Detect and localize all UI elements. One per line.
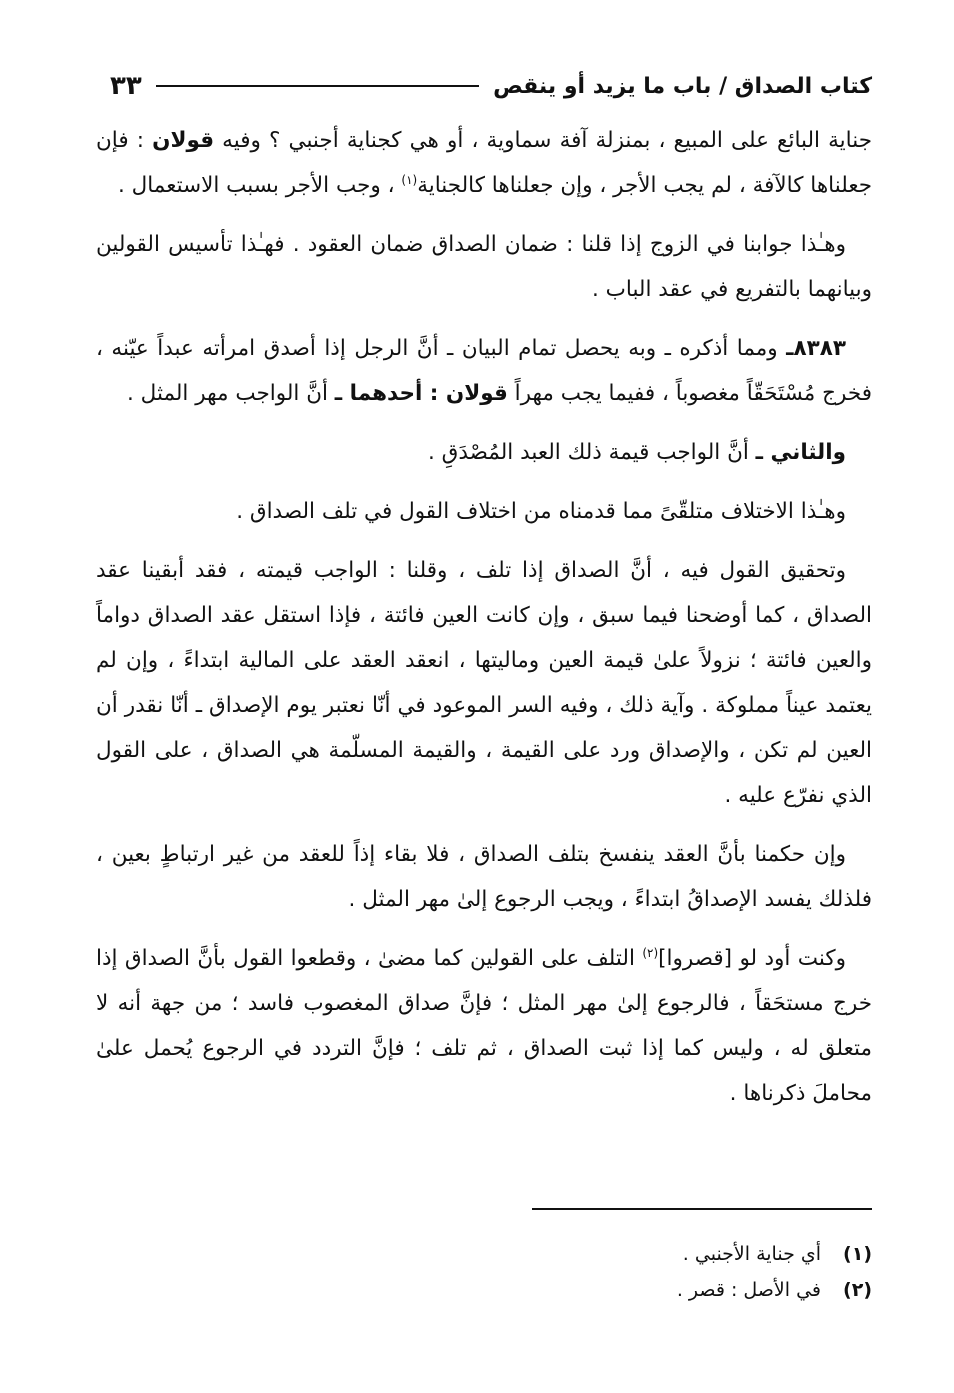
paragraph-8: [96, 936, 872, 1116]
paragraph-3-bold: قولان : أحدهما ـ: [334, 381, 508, 406]
paragraph-4: [96, 430, 872, 475]
paragraph-1-bold: قولان: [152, 128, 215, 153]
body-text: [96, 118, 872, 1130]
paragraph-3-text-b: أنَّ الواجب مهر المثل .: [127, 381, 335, 406]
page-number: ٣٣: [110, 71, 142, 101]
paragraph-1-text-c: ، وجب الأجر بسبب الاستعمال .: [117, 173, 402, 198]
paragraph-5: وهـٰذا الاختلاف متلقّىً مما قدمناه من اختلاف القول في تلف الصداق .: [236, 499, 846, 524]
paragraph-1-text-b: : فإن جعلناها كالآفة ، لم يجب الأجر ، وإن جعلناها كالجناية: [96, 128, 872, 198]
paragraph-4-bold: والثاني ـ: [755, 440, 846, 465]
footnote-ref-1: (١): [401, 172, 418, 187]
footnote-ref-2: (٢): [642, 945, 659, 960]
issue-number: ٨٣٨٣ـ: [786, 336, 846, 361]
page-header: [110, 66, 872, 106]
footnote-rule: [532, 1208, 872, 1210]
paragraph-3: [96, 326, 872, 416]
footnote-text: في الأصل : قصر .: [676, 1279, 822, 1301]
paragraph-6: وتحقيق القول فيه ، أنَّ الصداق إذا تلف ، وقلنا : الواجب قيمته ، فقد أبقينا عقد الصداق ، كما أوضحنا فيما سبق ، وإن كانت العين فائتة ، فإذا استقل عقد الصداق دواماً والعين فائتة ؛ نزولاً علىٰ قيمة العين وماليتها ، انعقد العقد على المالية ابتداءً ، وإن لم يعتمد عيناً مملوكة . وآية ذلك ، وفيه السر الموعود في أنّا نعتبر يوم الإصداق ـ أنّا نقدر أن العين لم تكن ، والإصداق ورد على القيمة ، والقيمة المسلّمة هي الصداق ، على القول الذي نفرّع عليه .: [96, 558, 872, 808]
footnotes: [300, 1236, 872, 1308]
paragraph-1: [96, 118, 872, 208]
paragraph-7: وإن حكمنا بأنَّ العقد ينفسخ بتلف الصداق ، فلا بقاء إذاً للعقد من غير ارتباطٍ بعين ، فلذلك يفسد الإصداقُ ابتداءً ، ويجب الرجوع إلىٰ مهر المثل .: [96, 842, 872, 912]
header-rule: [156, 85, 479, 87]
footnote-2: [300, 1272, 872, 1308]
running-title: كتاب الصداق / باب ما يزيد أو ينقص: [493, 73, 872, 99]
footnote-1: [300, 1236, 872, 1272]
paragraph-4-text: أنَّ الواجب قيمة ذلك العبد المُصْدَقِ .: [428, 440, 756, 465]
footnote-number: (٢): [843, 1279, 872, 1301]
paragraph-8-text-a: وكنت أود لو [قصروا]: [658, 946, 846, 971]
footnote-number: (١): [843, 1243, 872, 1265]
paragraph-3-text-a: ومما أذكره ـ وبه يحصل تمام البيان ـ أنَّ الرجل إذا أصدق امرأته عبداً عيّنه ، فخرج مُسْتَحَقّاً مغصوباً ، ففيما يجب مهراً: [96, 336, 872, 406]
paragraph-8-text-b: التلف على القولين كما مضىٰ ، وقطعوا القول بأنَّ الصداق إذا خرج مستحَقاً ، فالرجوع إلىٰ مهر المثل ؛ فإنَّ صداق المغصوب فاسد ؛ من جهة أنه لا متعلق له ، وليس كما إذا ثبت الصداق ، ثم تلف ؛ فإنَّ التردد في الرجوع يُحمل علىٰ محاملَ ذكرناها .: [96, 946, 872, 1106]
paragraph-1-text-a: جناية البائع على المبيع ، بمنزلة آفة سماوية ، أو هي كجناية أجنبي ؟ وفيه: [214, 128, 872, 153]
paragraph-2: وهـٰذا جوابنا في الزوج إذا قلنا : ضمان الصداق ضمان العقود . فهـٰذا تأسيس القولين وبيانهما بالتفريع في عقد الباب .: [96, 232, 872, 302]
footnote-text: أي جناية الأجنبي .: [682, 1243, 822, 1265]
